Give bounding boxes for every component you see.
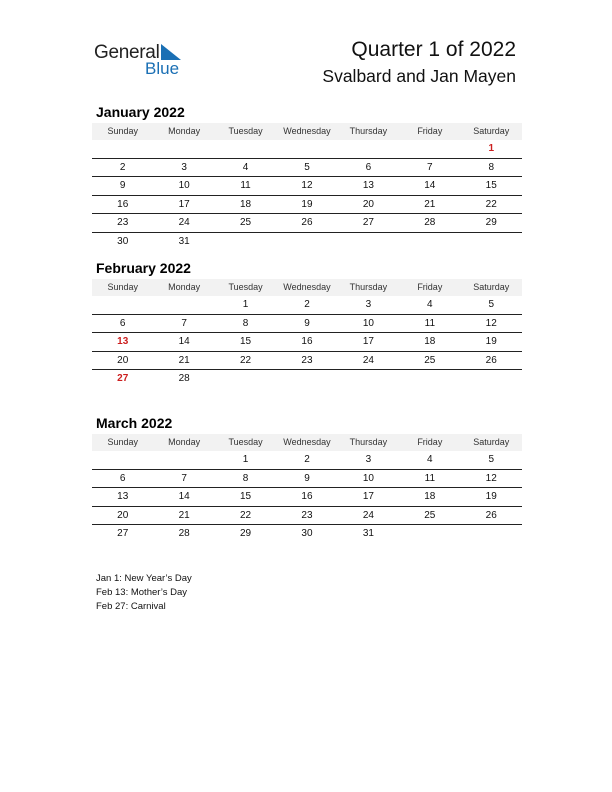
day-cell: 16	[301, 336, 313, 347]
day-cell: 11	[240, 180, 251, 191]
day-cell: 27	[117, 528, 129, 539]
weekday-label: Saturday	[473, 282, 510, 292]
day-cell: 10	[362, 472, 374, 484]
empty-day-cell	[153, 140, 214, 158]
day-cell: 12	[485, 472, 497, 484]
day-cell: 5	[488, 299, 495, 310]
day-cell: 14	[424, 180, 436, 191]
empty-day-cell	[399, 140, 460, 158]
empty-day-cell	[338, 140, 399, 158]
day-cell: 14	[178, 336, 190, 347]
weekday-label: Monday	[168, 282, 201, 292]
day-cell: 23	[301, 354, 313, 366]
empty-day-cell	[92, 296, 153, 314]
empty-day-cell	[338, 370, 399, 388]
weekday-header	[92, 434, 522, 451]
weekday-label: Tuesday	[228, 282, 263, 292]
weekday-label: Wednesday	[283, 126, 331, 136]
month-march	[92, 414, 522, 543]
day-cell: 7	[181, 317, 187, 329]
day-cell: 27	[117, 373, 129, 384]
day-cell: 22	[239, 354, 252, 366]
weekday-label: Friday	[417, 282, 443, 292]
day-cell: 23	[117, 217, 129, 228]
day-cell: 5	[488, 454, 495, 465]
day-cell: 27	[362, 217, 374, 228]
day-cell: 28	[424, 217, 436, 228]
day-cell: 28	[178, 373, 190, 384]
week-row	[92, 507, 522, 526]
day-cell: 29	[485, 217, 497, 228]
day-cell: 15	[485, 180, 497, 191]
day-cell: 23	[301, 509, 313, 521]
day-cell: 1	[242, 454, 249, 465]
day-cell: 18	[424, 491, 436, 502]
weekday-label: Thursday	[349, 437, 388, 447]
page-subtitle: Svalbard and Jan Mayen	[322, 66, 516, 86]
day-cell: 13	[117, 491, 129, 502]
day-cell: 25	[424, 509, 436, 521]
day-cell: 8	[242, 317, 249, 329]
week-row	[92, 352, 522, 371]
day-cell: 9	[304, 472, 310, 484]
empty-day-cell	[399, 525, 460, 543]
empty-day-cell	[215, 233, 276, 251]
day-cell: 19	[485, 491, 497, 502]
day-cell: 22	[239, 509, 252, 521]
day-cell: 8	[242, 472, 249, 484]
day-cell: 20	[117, 509, 129, 521]
month-grid	[92, 296, 522, 388]
day-cell: 26	[301, 217, 313, 228]
week-row	[92, 177, 522, 196]
empty-day-cell	[92, 140, 153, 158]
empty-day-cell	[153, 296, 214, 314]
day-cell: 6	[119, 472, 126, 484]
week-row	[92, 470, 522, 489]
day-cell: 17	[178, 198, 190, 210]
day-cell: 3	[365, 454, 372, 465]
day-cell: 20	[362, 198, 374, 210]
logo-word-general: General	[94, 42, 160, 63]
day-cell: 4	[427, 299, 433, 310]
empty-day-cell	[461, 370, 522, 388]
day-cell: 4	[427, 454, 433, 465]
week-row	[92, 525, 522, 543]
logo-word-blue: Blue	[145, 59, 180, 78]
day-cell: 9	[304, 317, 310, 329]
day-cell: 6	[365, 161, 372, 173]
day-cell: 21	[178, 354, 190, 366]
week-row	[92, 140, 522, 159]
weekday-label: Sunday	[107, 126, 138, 136]
week-row	[92, 315, 522, 334]
day-cell: 8	[488, 161, 495, 173]
day-cell: 26	[485, 354, 497, 366]
weekday-label: Tuesday	[228, 126, 263, 136]
week-row	[92, 159, 522, 178]
day-cell: 13	[362, 180, 374, 191]
weekday-label: Sunday	[107, 437, 138, 447]
month-title: February 2022	[96, 260, 191, 276]
generalblue-logo	[94, 40, 194, 80]
empty-day-cell	[92, 451, 153, 469]
day-cell: 16	[301, 491, 313, 502]
month-grid	[92, 140, 522, 250]
day-cell: 10	[178, 180, 190, 191]
day-cell: 17	[362, 491, 374, 502]
weekday-label: Thursday	[349, 126, 388, 136]
day-cell: 29	[239, 528, 252, 539]
day-cell: 25	[424, 354, 436, 366]
day-cell: 16	[117, 198, 129, 210]
day-cell: 30	[117, 235, 129, 247]
weekday-label: Wednesday	[283, 437, 331, 447]
week-row	[92, 451, 522, 470]
holiday-note: Feb 13: Mother’s Day	[96, 587, 187, 598]
day-cell: 14	[178, 491, 190, 502]
day-cell: 2	[304, 299, 310, 310]
week-row	[92, 488, 522, 507]
day-cell: 24	[362, 354, 374, 366]
day-cell: 20	[117, 354, 129, 366]
weekday-label: Monday	[168, 126, 201, 136]
week-row	[92, 233, 522, 251]
empty-day-cell	[215, 370, 276, 388]
day-cell: 2	[304, 454, 310, 465]
day-cell: 25	[239, 217, 252, 228]
day-cell: 17	[362, 336, 374, 347]
weekday-label: Saturday	[473, 126, 510, 136]
weekday-label: Friday	[417, 126, 443, 136]
month-grid	[92, 451, 522, 543]
day-cell: 18	[424, 336, 436, 347]
day-cell: 1	[488, 143, 495, 154]
day-cell: 3	[181, 161, 187, 173]
day-cell: 31	[178, 235, 190, 247]
weekday-label: Monday	[168, 437, 201, 447]
day-cell: 28	[178, 528, 190, 539]
page-title: Quarter 1 of 2022	[351, 38, 516, 61]
day-cell: 31	[362, 528, 374, 539]
day-cell: 11	[424, 472, 436, 484]
day-cell: 10	[362, 317, 374, 329]
empty-day-cell	[461, 233, 522, 251]
logo-triangle-icon	[161, 44, 181, 60]
empty-day-cell	[338, 233, 399, 251]
weekday-label: Friday	[417, 437, 443, 447]
weekday-label: Thursday	[349, 282, 388, 292]
day-cell: 12	[485, 317, 497, 329]
day-cell: 24	[178, 217, 190, 228]
day-cell: 15	[239, 336, 252, 347]
empty-day-cell	[276, 370, 337, 388]
weekday-label: Sunday	[107, 282, 138, 292]
day-cell: 12	[301, 180, 313, 191]
holiday-note: Feb 27: Carnival	[96, 601, 166, 612]
day-cell: 24	[362, 509, 374, 521]
week-row	[92, 196, 522, 215]
weekday-label: Saturday	[473, 437, 510, 447]
holiday-note: Jan 1: New Year’s Day	[96, 573, 192, 584]
weekday-label: Wednesday	[283, 282, 331, 292]
empty-day-cell	[215, 140, 276, 158]
weekday-header	[92, 123, 522, 140]
day-cell: 26	[485, 509, 497, 521]
empty-day-cell	[276, 140, 337, 158]
month-february	[92, 259, 522, 388]
week-row	[92, 214, 522, 233]
day-cell: 21	[424, 198, 436, 210]
day-cell: 22	[485, 198, 497, 210]
empty-day-cell	[153, 451, 214, 469]
empty-day-cell	[461, 525, 522, 543]
day-cell: 7	[427, 161, 433, 173]
day-cell: 18	[239, 198, 252, 210]
weekday-header	[92, 279, 522, 296]
day-cell: 2	[119, 161, 126, 173]
day-cell: 13	[117, 336, 129, 347]
holiday-notes	[96, 572, 192, 614]
day-cell: 1	[242, 299, 249, 310]
week-row	[92, 296, 522, 315]
day-cell: 6	[119, 317, 126, 329]
day-cell: 7	[181, 472, 187, 484]
month-title: March 2022	[96, 415, 173, 431]
week-row	[92, 333, 522, 352]
day-cell: 19	[301, 198, 313, 210]
day-cell: 30	[301, 528, 313, 539]
day-cell: 4	[242, 161, 249, 173]
day-cell: 3	[365, 299, 372, 310]
month-title: January 2022	[96, 104, 185, 120]
month-january	[92, 103, 522, 250]
day-cell: 21	[178, 509, 190, 521]
empty-day-cell	[399, 370, 460, 388]
day-cell: 15	[239, 491, 252, 502]
week-row	[92, 370, 522, 388]
day-cell: 5	[304, 161, 310, 173]
day-cell: 9	[119, 180, 126, 191]
weekday-label: Tuesday	[228, 437, 263, 447]
day-cell: 19	[485, 336, 497, 347]
empty-day-cell	[399, 233, 460, 251]
day-cell: 11	[424, 317, 436, 329]
empty-day-cell	[276, 233, 337, 251]
